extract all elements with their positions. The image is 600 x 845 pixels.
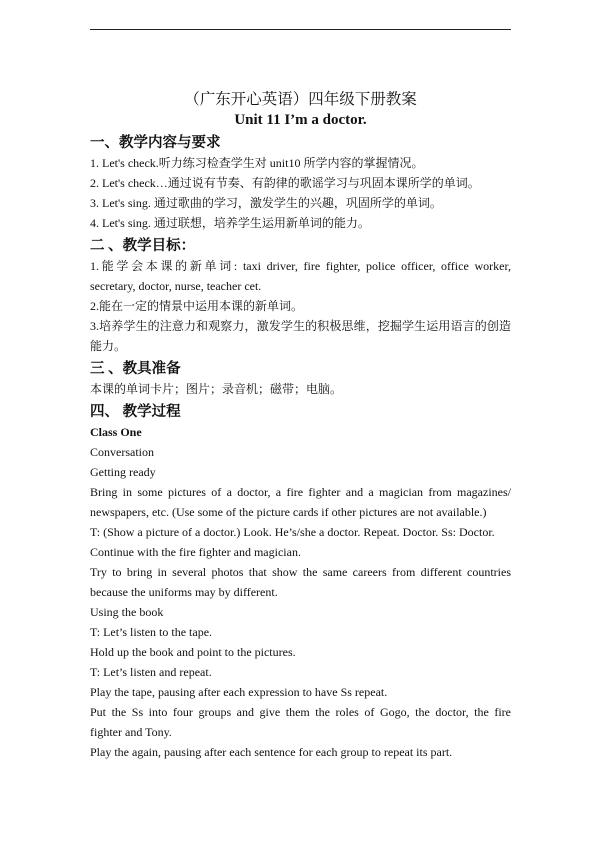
text-line: 3. Let's sing. 通过歌曲的学习，激发学生的兴趣，巩固所学的单词。 — [90, 196, 442, 210]
text-line: T: Let’s listen to the tape. — [90, 625, 213, 639]
document-title-cn: （广东开心英语）四年级下册教案 — [184, 91, 417, 108]
text-line: Getting ready — [90, 465, 156, 479]
text-line: Put the Ss into four groups and give them the roles of Gogo, the doctor, the fire — [90, 705, 511, 719]
section-heading: 三 、教具准备 — [90, 361, 181, 377]
text-line: 1.能学会本课的新单词: taxi driver, fire fighter, police officer, office worker, — [90, 259, 511, 273]
text-line: 2. Let's check…通过说有节奏、有韵律的歌谣学习与巩固本课所学的单词。 — [90, 176, 480, 190]
text-line: Continue with the fire fighter and magician. — [90, 545, 301, 559]
text-line: 能力。 — [90, 339, 127, 353]
section-heading: 四、 教学过程 — [90, 404, 181, 420]
text-line: because the uniforms may by different. — [90, 585, 278, 599]
text-line: fighter and Tony. — [90, 725, 172, 739]
text-line: newspapers, etc. (Use some of the picture cards if other pictures are not available.) — [90, 505, 487, 519]
text-line: 本课的单词卡片；图片；录音机；磁带；电脑。 — [90, 382, 343, 396]
text-line: Hold up the book and point to the pictures. — [90, 645, 296, 659]
text-line: 3.培养学生的注意力和观察力，激发学生的积极思维，挖掘学生运用语言的创造 — [90, 319, 511, 333]
text-line: 1. Let's check.听力练习检查学生对 unit10 所学内容的掌握情况。 — [90, 156, 424, 170]
class-label: Class One — [90, 425, 142, 439]
text-line: Bring in some pictures of a doctor, a fire fighter and a magician from magazines/ — [90, 485, 511, 499]
text-line: 2.能在一定的情景中运用本课的新单词。 — [90, 299, 304, 313]
text-line: Play the again, pausing after each sentence for each group to repeat its part. — [90, 745, 453, 759]
text-line: Using the book — [90, 605, 164, 619]
section-heading: 一、教学内容与要求 — [90, 135, 221, 151]
text-line: T: (Show a picture of a doctor.) Look. He’s/she a doctor. Repeat. Doctor. Ss: Doctor. — [90, 525, 495, 539]
text-line: Play the tape, pausing after each expression to have Ss repeat. — [90, 685, 388, 699]
text-line: T: Let’s listen and repeat. — [90, 665, 212, 679]
document-body — [90, 90, 511, 762]
section-heading: 二 、教学目标： — [90, 238, 196, 254]
text-line: Try to bring in several photos that show the same careers from different countries — [90, 565, 511, 579]
text-line: Conversation — [90, 445, 154, 459]
document-title-en: Unit 11 I’m a doctor. — [234, 112, 367, 128]
text-line: secretary, doctor, nurse, teacher cet. — [90, 279, 262, 293]
text-line: 4. Let's sing. 通过联想，培养学生运用新单词的能力。 — [90, 216, 370, 230]
header-rule — [90, 29, 511, 30]
